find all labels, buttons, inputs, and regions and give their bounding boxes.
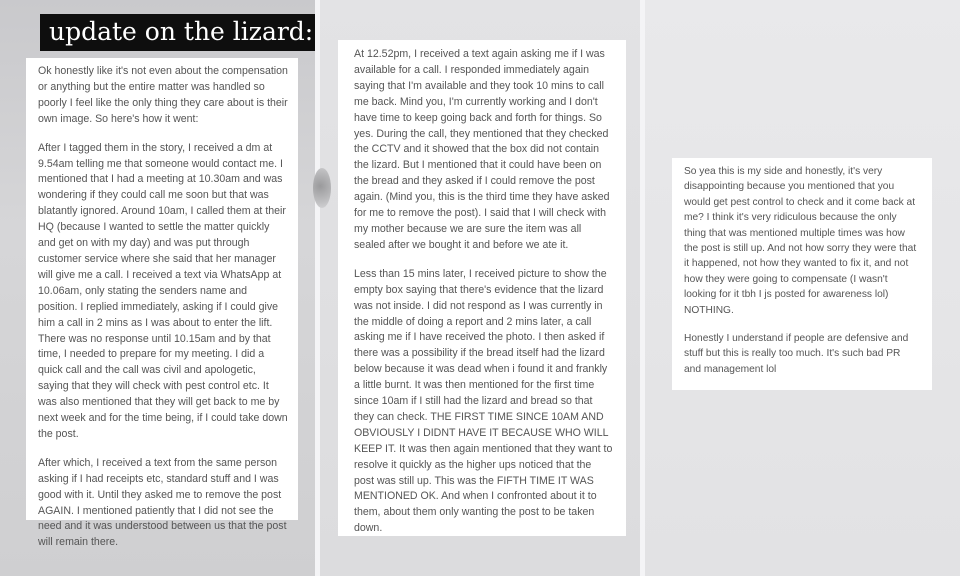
- story-panel-1: [0, 0, 315, 576]
- story-nav-handle[interactable]: [313, 168, 331, 208]
- text-card-3: [672, 158, 932, 390]
- paragraph: After I tagged them in the story, I received a dm at 9.54am telling me that someone would contact me. I mentioned that I had a meeting at 10.30am and was wondering if they could call me soon but that was blatantly ignored. Around 10am, I called them at their HQ (because I wanted to settle the matter quickly and get on with my day) and was put through customer service where she said that her manager will give me a call. I received a text via WhatsApp at 10.06am, only stating the senders name and position. I replied immediately, asking if I could give him a call in 2 mins as I was about to enter the lift. There was no response until 10.15am and by that time, I needed to prepare for my meeting. I did a quick call and the call was civil and apologetic, saying that they will check with pest control etc. It was also mentioned that they will get back to me by next week and for the time being, if I could take down the post.: [38, 141, 288, 440]
- paragraph: After which, I received a text from the same person asking if I had receipts etc, standard stuff and I was good with it. Until they asked me to remove the post AGAIN. I mentioned patiently that I did not see the need and it was understood between us that the post will remain there.: [38, 456, 287, 549]
- paragraph: Honestly I understand if people are defensive and stuff but this is really too much. It's such bad PR and management lol: [684, 333, 909, 375]
- paragraph: Ok honestly like it's not even about the compensation or anything but the entire matter was handled so poorly I feel like the only thing they care about is their own image. So here's how it went:: [38, 65, 288, 125]
- text-card-2: [338, 40, 626, 536]
- paragraph: Less than 15 mins later, I received picture to show the empty box saying that there's evidence that the lizard was not inside. I did not respond as I was currently in the middle of doing a report and 2 mins later, a call asking me if I have received the photo. I then asked if there was a possibility if the bread itself had the lizard below because it was dead when i found it and frankly a little burnt. It was then mentioned for the first time since 10am if I still had the lizard and bread so that they can check. THE FIRST TIME SINCE 10AM AND OBVIOUSLY I DIDNT HAVE IT BECAUSE WHO WILL KEEP IT. It was then again mentioned that they want to resolve it quickly as the higher ups noticed that the post was still up. This was the FIFTH TIME IT WAS MENTIONED OK. And when I confronted about it to them, about them only wanting the post to be taken down.: [354, 267, 613, 535]
- text-card-1: [26, 58, 298, 549]
- paragraph: So yea this is my side and honestly, it's very disappointing because you mentioned that you would get pest control to check and it come back at me? I think it's very ridiculous because the only thing that was mentioned multiple times was how the post is still up. And not how sorry they were that it happened, not how they wanted to fix it, and not how they were going to compensate (I wasn't looking for it tbh I js posted for awareness lol) NOTHING.: [684, 166, 917, 316]
- story-title: update on the lizard:: [40, 14, 322, 51]
- paragraph: At 12.52pm, I received a text again asking me if I was available for a call. I responded immediately again saying that I'm available and they took 10 mins to call me back. Mind you, I'm currently working and I don't have time to keep going back and forth for things. So yes. During the call, they mentioned that they checked the CCTV and it showed that the box did not contain the lizard. But I mentioned that it could have been on the bread and they asked if I could remove the post again. (Mind you, this is the third time they have asked for me to remove the post). I said that I will check with my mother because we are sure the item was all sealed after we bought it and before we ate it.: [354, 48, 610, 251]
